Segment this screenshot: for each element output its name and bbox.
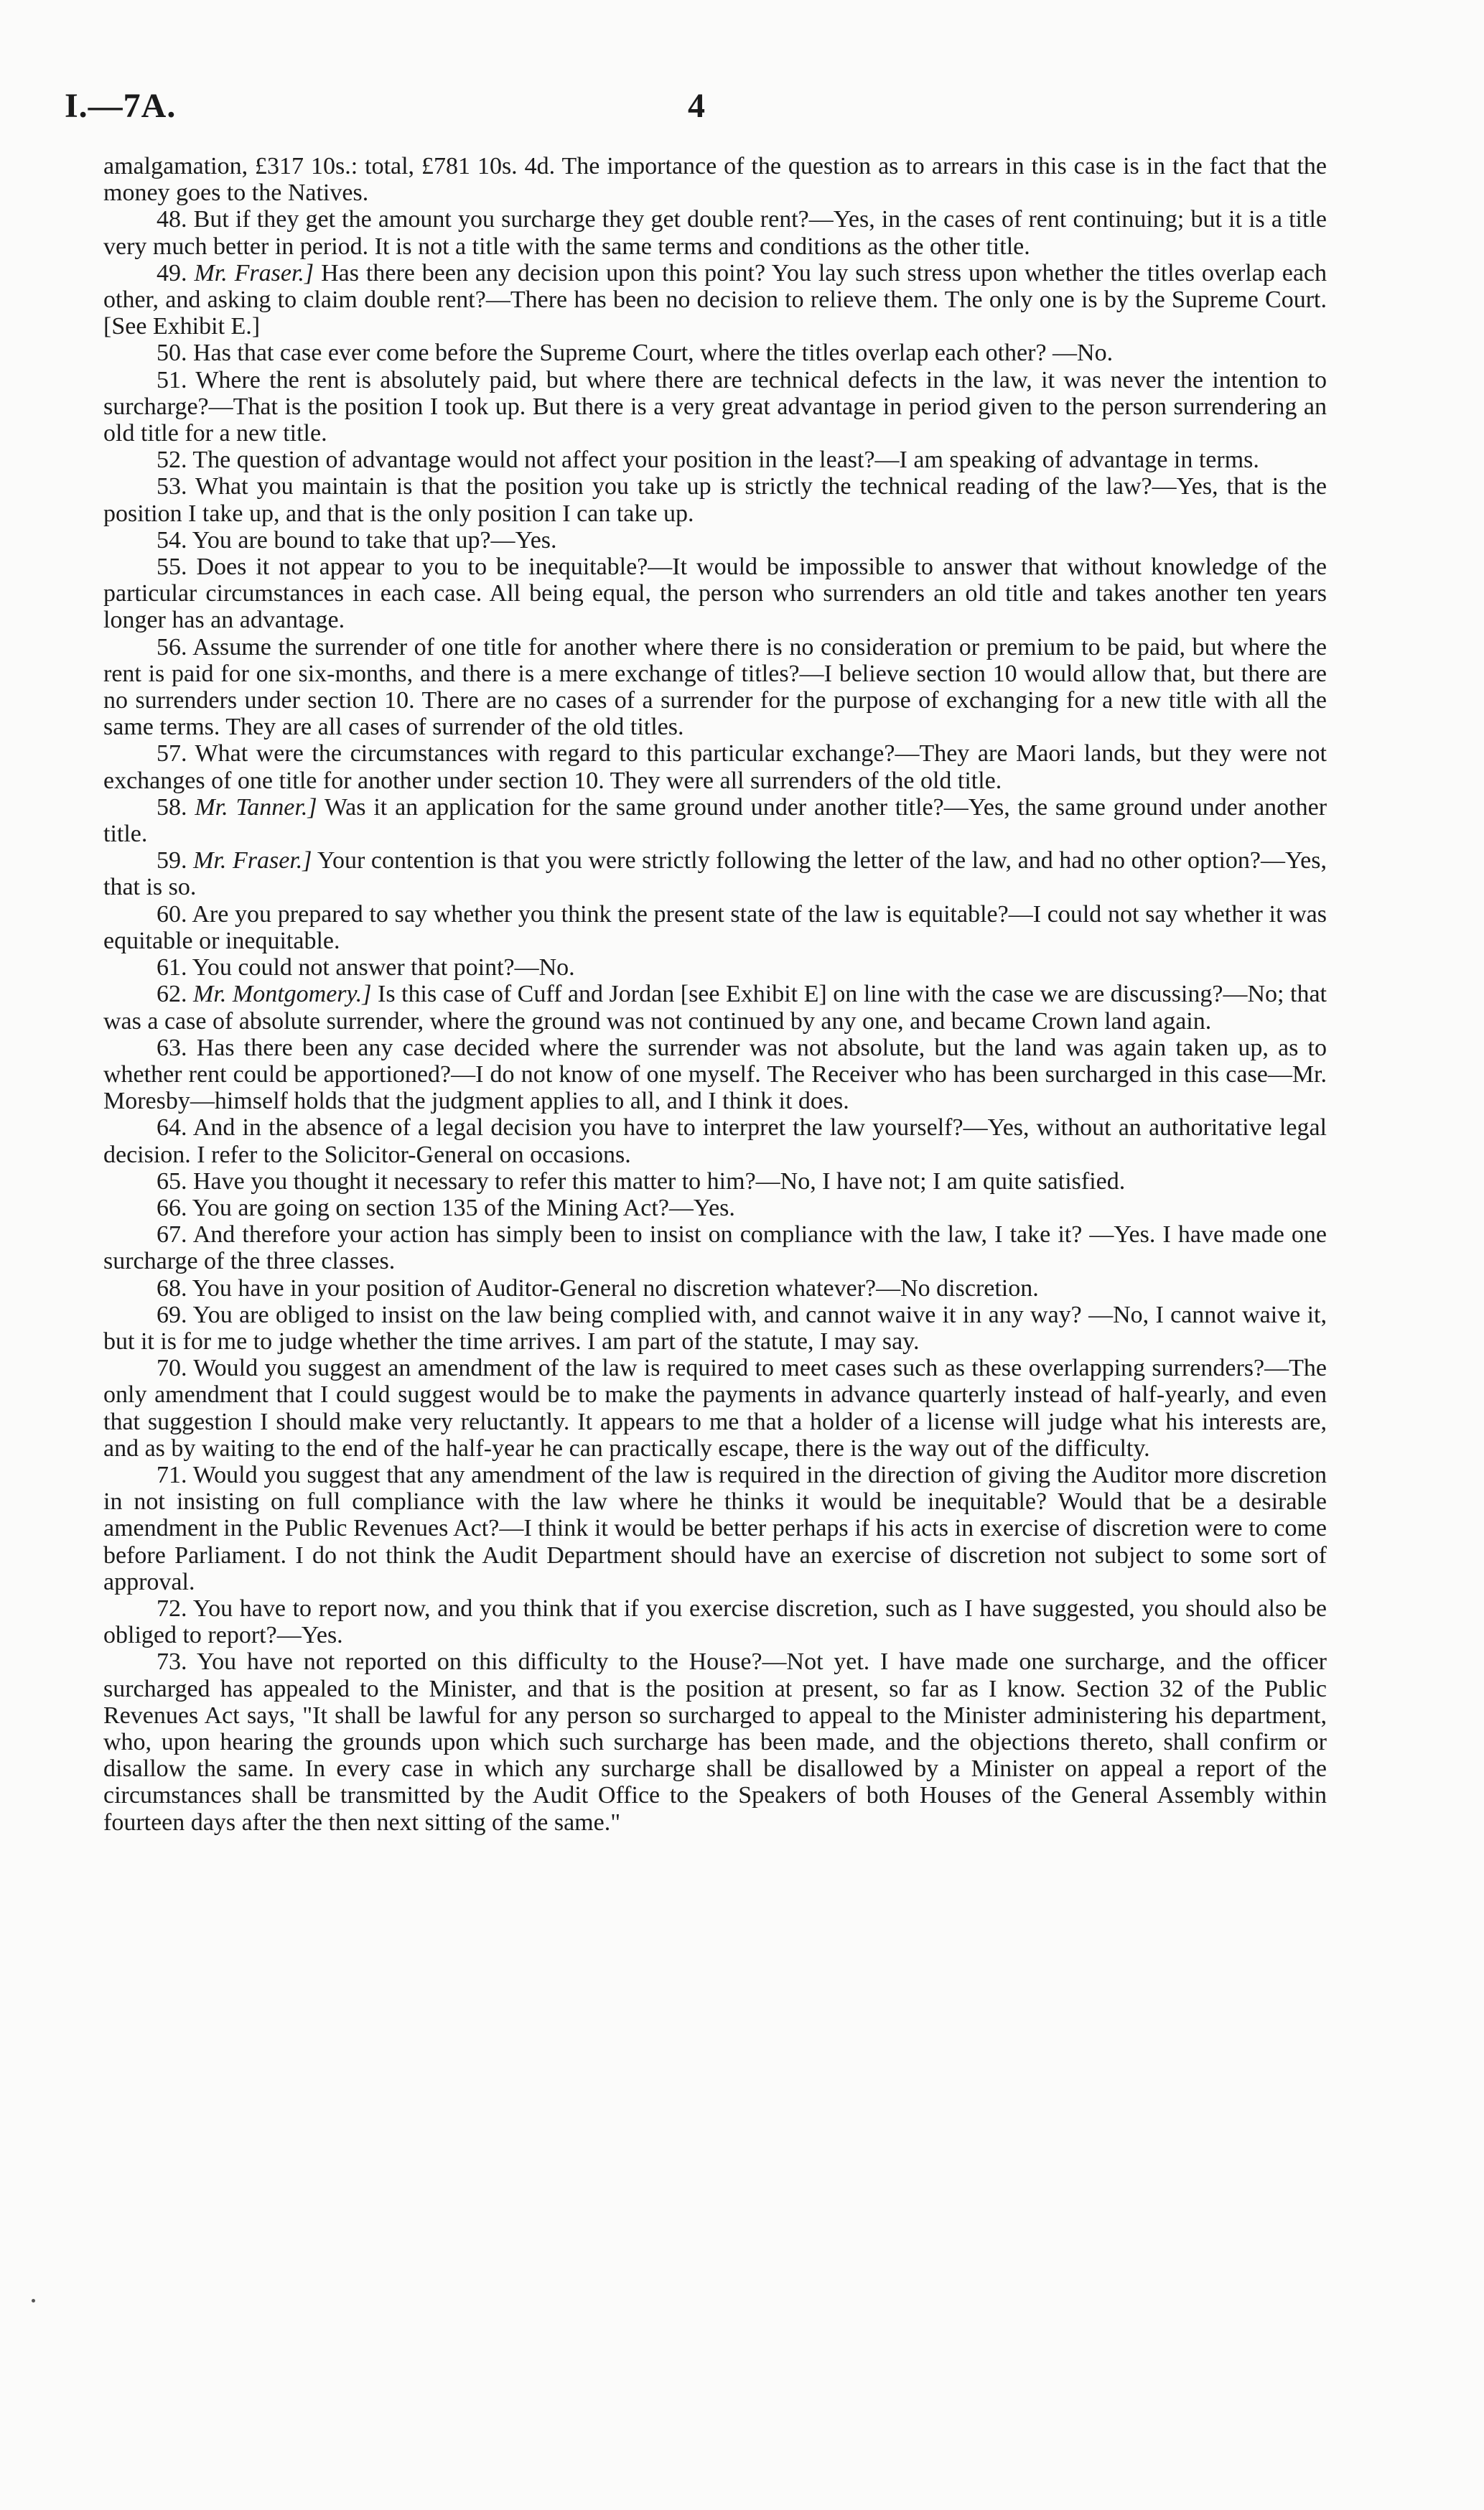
page-number: 4 (688, 87, 705, 125)
paragraph-text: 53. What you maintain is that the position you take up is strictly the technical reading of the law?—Yes, that is the position I take up, and that is the only position I can take up. (103, 473, 1327, 527)
question-63 (103, 1035, 1327, 1115)
print-speck (32, 2299, 35, 2303)
paragraph-text: 70. Would you suggest an amendment of the law is required to meet cases such as these overlapping surrenders?—The only amendment that I could suggest would be to make the payments in advance quarterly instead of half-yearly, and even that suggestion I should make very reluctantly. It appears to me that a holder of a license will judge what his interests are, and as by waiting to the end of the half-year he can practically escape, there is the way out of the difficulty. (103, 1355, 1327, 1462)
paragraph-text: 69. You are obliged to insist on the law being complied with, and cannot waive it in any way? —No, I cannot waive it, but it is for me to judge whether the time arrives. I am part of the statute, I may say. (103, 1301, 1327, 1355)
question-53 (103, 473, 1327, 526)
paragraph-text: 55. Does it not appear to you to be inequitable?—It would be impossible to answer that without knowledge of the particular circumstances in each case. All being equal, the person who surrenders an old title and takes another ten years longer has an advantage. (103, 554, 1327, 634)
paragraph-text: Has there been any decision upon this point? You lay such stress upon whether the titles overlap each other, and asking to claim double rent?—There has been no decision to relieve them. The only one is by the Supreme Court. [See Exhibit E.] (103, 259, 1327, 340)
question-52 (103, 447, 1327, 473)
speaker-name: Mr. Fraser.] (193, 847, 312, 874)
question-number: 59. (157, 847, 187, 874)
paragraph-text: Is this case of Cuff and Jordan [see Exhibit E] on line with the case we are discussing?—No; that was a case of absolute surrender, where the ground was not continued by any one, and became Crown land again. (103, 981, 1327, 1035)
question-56 (103, 634, 1327, 741)
question-number: 58. (157, 793, 187, 821)
paragraph-text: 67. And therefore your action has simply been to insist on compliance with the law, I take it? —Yes. I have made one surcharge of the three classes. (103, 1221, 1327, 1275)
question-51 (103, 367, 1327, 447)
question-65 (103, 1168, 1327, 1195)
question-number: 62. (157, 981, 187, 1008)
speaker-name: Mr. Montgomery.] (193, 981, 372, 1008)
paragraph-text: 61. You could not answer that point?—No. (157, 954, 575, 981)
paragraph-text: 57. What were the circumstances with regard to this particular exchange?—They are Maori lands, but they were not exchanges of one title for another under section 10. They were all surrenders of the old title. (103, 740, 1327, 794)
question-48 (103, 206, 1327, 259)
paragraph-text: 73. You have not reported on this difficulty to the House?—Not yet. I have made one surcharge, and the officer surcharged has appealed to the Minister, and that is the position at present, so far as I know. Section 32 of the Public Revenues Act says, "It shall be lawful for any person so surcharged to appeal to the Minister administering his department, who, upon hearing the grounds upon which such surcharge has been made, and the objections thereto, shall confirm or disallow the same. In every case in which any surcharge shall be disallowed by a Minister on appeal a report of the circumstances shall be transmitted by the Audit Office to the Speakers of both Houses of the General Assembly within fourteen days after the then next sitting of the same." (103, 1648, 1327, 1836)
question-54 (103, 527, 1327, 554)
paragraph-text: 54. You are bound to take that up?—Yes. (157, 526, 557, 554)
paragraph-text: 52. The question of advantage would not affect your position in the least?—I am speaking of advantage in terms. (157, 447, 1259, 474)
paragraph-text: 68. You have in your position of Auditor-General no discretion whatever?—No discretion. (157, 1274, 1039, 1302)
paragraph-text: 71. Would you suggest that any amendment of the law is required in the direction of giving the Auditor more discretion in not insisting on full compliance with the law where he thinks it would be inequitable? Would that be a desirable amendment in the Public Revenues Act?—I think it would be better perhaps if his acts in exercise of discretion were to come before Parliament. I do not think the Audit Department should have an exercise of discretion not subject to some sort of approval. (103, 1461, 1327, 1595)
page-header (65, 86, 1328, 129)
question-66 (103, 1195, 1327, 1221)
question-71 (103, 1462, 1327, 1595)
question-58 (103, 794, 1327, 847)
question-61 (103, 954, 1327, 981)
question-69 (103, 1302, 1327, 1355)
question-57 (103, 740, 1327, 793)
paragraph-text: 64. And in the absence of a legal decision you have to interpret the law yourself?—Yes, without an authoritative legal decision. I refer to the Solicitor-General on occasions. (103, 1114, 1327, 1168)
paragraph-text: 56. Assume the surrender of one title for another where there is no consideration or premium to be paid, but where the rent is paid for one six-months, and there is a mere exchange of titles?—I believe section 10 would allow that, but there are no surrenders under section 10. There are no cases of a surrender for the purpose of exchanging for a new title with all the same terms. They are all cases of surrender of the old titles. (103, 633, 1327, 741)
question-67 (103, 1221, 1327, 1274)
paragraph-text: 48. But if they get the amount you surcharge they get double rent?—Yes, in the cases of rent continuing; but it is a title very much better in period. It is not a title with the same terms and conditions as the other title. (103, 206, 1327, 260)
question-72 (103, 1595, 1327, 1648)
question-49 (103, 260, 1327, 340)
question-60 (103, 901, 1327, 954)
question-64 (103, 1114, 1327, 1167)
paragraph-text: 51. Where the rent is absolutely paid, but where there are technical defects in the law, it was never the intention to surcharge?—That is the position I took up. But there is a very great advantage in period given to the person surrendering an old title for a new title. (103, 366, 1327, 447)
document-reference: I.—7A. (65, 87, 177, 125)
paragraph-text: Your contention is that you were strictly following the letter of the law, and had no other option?—Yes, that is so. (103, 847, 1327, 901)
question-68 (103, 1275, 1327, 1302)
paragraph-text: amalgamation, £317 10s.: total, £781 10s. 4d. The importance of the question as to arrears in this case is in the fact that the money goes to the Natives. (103, 153, 1327, 207)
question-59 (103, 847, 1327, 900)
speaker-name: Mr. Tanner.] (195, 793, 317, 821)
question-62 (103, 981, 1327, 1034)
paragraph-text: Was it an application for the same ground under another title?—Yes, the same ground under another title. (103, 793, 1327, 848)
page-body (103, 153, 1327, 1836)
paragraph-text: 60. Are you prepared to say whether you think the present state of the law is equitable?—I could not say whether it was equitable or inequitable. (103, 900, 1327, 954)
paragraph-text: 63. Has there been any case decided where the surrender was not absolute, but the land was again taken up, as to whether rent could be apportioned?—I do not know of one myself. The Receiver who has been surcharged in this case—Mr. Moresby—himself holds that the judgment applies to all, and I think it does. (103, 1034, 1327, 1115)
paragraph-continued (103, 153, 1327, 206)
paragraph-text: 65. Have you thought it necessary to refer this matter to him?—No, I have not; I am quite satisfied. (157, 1167, 1126, 1195)
question-73 (103, 1648, 1327, 1835)
paragraph-text: 50. Has that case ever come before the Supreme Court, where the titles overlap each other? —No. (157, 340, 1114, 367)
question-70 (103, 1355, 1327, 1462)
speaker-name: Mr. Fraser.] (194, 259, 314, 286)
question-50 (103, 340, 1327, 366)
question-number: 49. (157, 259, 187, 286)
paragraph-text: 72. You have to report now, and you think that if you exercise discretion, such as I have suggested, you should also be obliged to report?—Yes. (103, 1595, 1327, 1649)
question-55 (103, 554, 1327, 634)
paragraph-text: 66. You are going on section 135 of the Mining Act?—Yes. (157, 1194, 735, 1221)
